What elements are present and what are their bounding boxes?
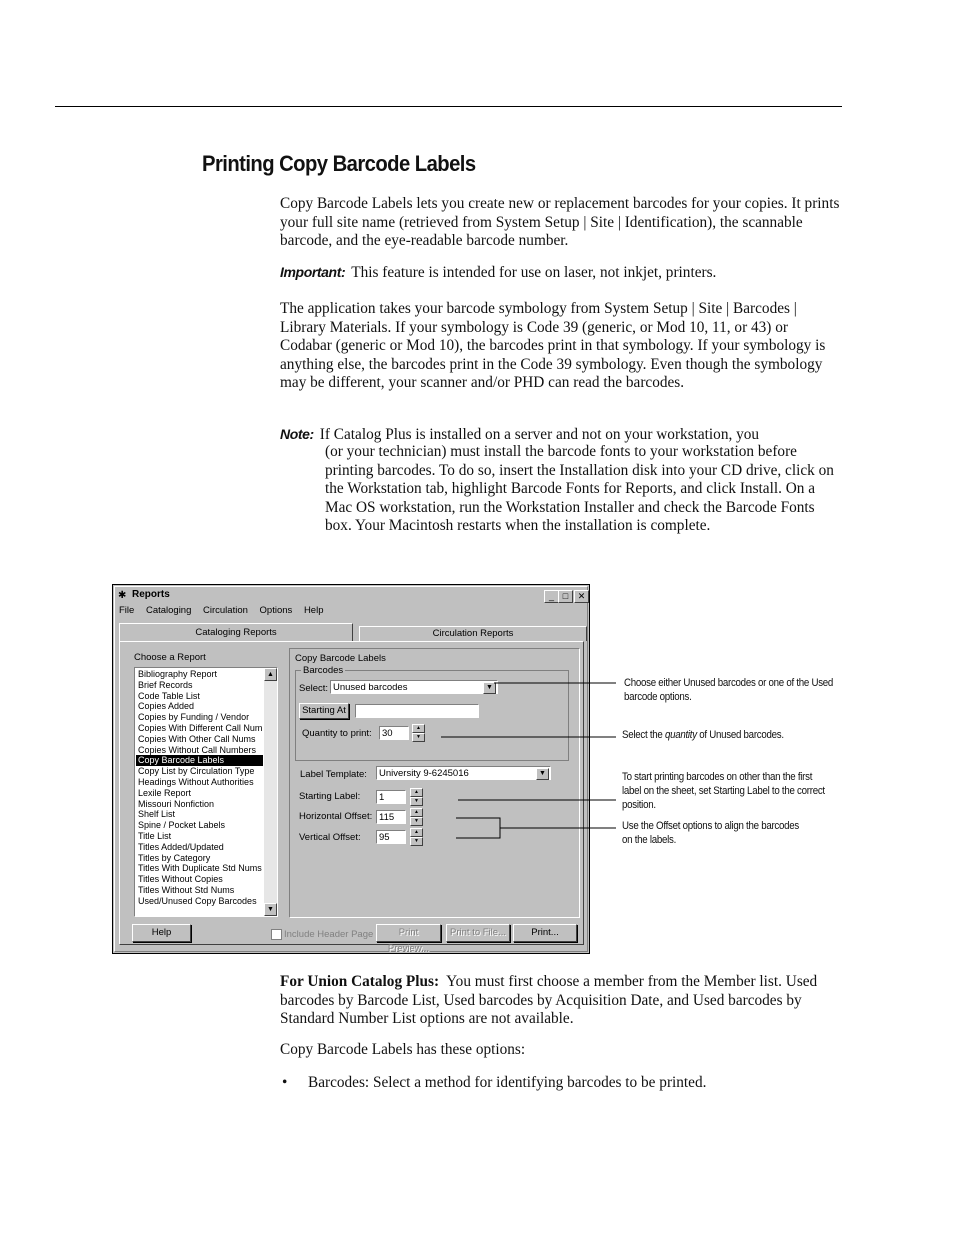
tab-cataloging-reports[interactable]: Cataloging Reports — [119, 623, 353, 641]
important-label: Important: — [280, 264, 346, 280]
offset-bracket — [456, 818, 500, 838]
list-item[interactable]: Copies Added — [138, 701, 195, 712]
label-template-value: University 9-6245016 — [379, 768, 469, 779]
list-item[interactable]: Copies With Different Call Num — [138, 722, 263, 733]
list-item[interactable]: Code Table List — [138, 690, 200, 701]
bullet-text: Barcodes: Select a method for identifying barcodes to be printed. — [308, 1074, 707, 1091]
list-item[interactable]: Headings Without Authorities — [138, 776, 254, 787]
menu-help[interactable]: Help — [303, 605, 324, 616]
print-button[interactable]: Print... — [513, 924, 577, 942]
app-icon: ✱ — [118, 590, 127, 601]
union-catalog-paragraph — [280, 973, 842, 1029]
note-body: (or your technician) must install the barcode fonts to your workstation before printing barcodes. To do so, insert the Installation disk into your CD drive, click on the Workstation tab, highlight Barcode Fonts for Reports, and click Install. On a Mac OS workstation, run the Workstation Installer and check the Barcode Fonts box. Your Macintosh restarts when the installation is complete. — [325, 443, 834, 535]
list-item[interactable]: Copies Without Call Numbers — [138, 744, 257, 755]
list-item[interactable]: Missouri Nonfiction — [138, 798, 215, 809]
select-callout: Choose either Unused barcodes or one of the Used barcode options. — [624, 677, 834, 703]
menu-options[interactable]: Options — [259, 605, 293, 616]
quantity-field[interactable]: 30 — [379, 726, 409, 740]
list-item[interactable]: Copies by Funding / Vendor — [138, 712, 250, 723]
note-first-line-text: If Catalog Plus is installed on a server and not on your workstation, you — [319, 426, 760, 443]
offset-callout: Use the Offset options to align the barcodes on the labels. — [622, 820, 800, 846]
tab-circulation-reports[interactable]: Circulation Reports — [359, 626, 587, 641]
intro-paragraph: Copy Barcode Labels lets you create new or replacement barcodes for your copies. It prints your full site name (retrieved from System Setup | Site | Identification), the scannable barcode, and the eye-readable barcode number. — [280, 195, 840, 250]
union-text: You must first choose a member from the Member list. Used barcodes by Barcode List, Used barcodes by Acquisition Date, and Used barcodes by Standard Number List options are not available. — [280, 973, 818, 1028]
scroll-up-icon[interactable]: ▲ — [264, 668, 277, 681]
spin-down-icon[interactable]: ▼ — [410, 837, 423, 846]
quantity-label: Quantity to print: — [302, 728, 372, 739]
quantity-callout-pre: Select the — [622, 729, 665, 741]
list-item[interactable]: Copies With Other Call Nums — [138, 733, 256, 744]
important-text: This feature is intended for use on laser, not inkjet, printers. — [351, 264, 717, 281]
spin-down-icon[interactable]: ▼ — [410, 797, 423, 806]
choose-report-label: Choose a Report — [134, 652, 206, 663]
list-item[interactable]: Spine / Pocket Labels — [138, 820, 226, 831]
list-item[interactable]: Bibliography Report — [138, 669, 218, 679]
menu-circulation[interactable]: Circulation — [203, 605, 248, 616]
quantity-callout-em: quantity — [664, 729, 697, 741]
chevron-down-icon[interactable]: ▼ — [483, 682, 496, 694]
maximize-button[interactable]: □ — [558, 590, 573, 603]
list-item[interactable]: Titles by Category — [138, 852, 211, 863]
list-item[interactable]: Lexile Report — [138, 787, 192, 798]
starting-callout: To start printing barcodes on other than the first label on the sheet, set Starting Label to the correct position. — [622, 771, 825, 811]
union-label: For Union Catalog Plus: — [280, 973, 440, 990]
horizontal-offset-field[interactable]: 115 — [376, 810, 406, 824]
starting-at-button[interactable]: Starting At — [299, 703, 349, 719]
starting-label-field[interactable]: 1 — [376, 790, 406, 804]
list-item-selected[interactable]: Copy Barcode Labels — [136, 755, 263, 766]
quantity-callout-post: of Unused barcodes. — [696, 729, 784, 741]
help-button[interactable]: Help — [132, 924, 191, 942]
bullet-icon: • — [282, 1074, 288, 1091]
list-item[interactable]: Titles Without Copies — [138, 874, 223, 885]
list-item[interactable]: Brief Records — [138, 679, 193, 690]
scroll-down-icon[interactable]: ▼ — [264, 903, 277, 916]
menu-cataloging[interactable]: Cataloging — [145, 605, 192, 616]
note-label: Note: — [280, 426, 314, 442]
window-title: Reports — [132, 589, 170, 600]
print-preview-button[interactable]: Print Preview... — [376, 924, 441, 942]
barcodes-group-label: Barcodes — [303, 665, 344, 676]
list-item[interactable]: Shelf List — [138, 809, 176, 820]
list-item[interactable]: Titles With Duplicate Std Nums — [138, 863, 262, 874]
options-intro: Copy Barcode Labels has these options: — [280, 1041, 526, 1058]
spin-down-icon[interactable]: ▼ — [412, 733, 425, 742]
vertical-offset-field[interactable]: 95 — [376, 830, 406, 844]
list-item[interactable]: Used/Unused Copy Barcodes — [138, 895, 257, 906]
horizontal-offset-label: Horizontal Offset: — [299, 811, 373, 822]
spin-up-icon[interactable]: ▲ — [410, 788, 423, 797]
minimize-button[interactable]: _ — [544, 590, 559, 603]
quantity-callout — [622, 728, 838, 742]
spin-down-icon[interactable]: ▼ — [410, 817, 423, 826]
menu-file[interactable]: File — [119, 605, 135, 616]
symbology-paragraph: The application takes your barcode symbology from System Setup | Site | Barcodes | Library Materials. If your symbology is Code 39 (generic, or Mod 10, 11, or 43) or Codabar (generic or Mod 10), the barcodes print in that symbology. If your symbology is anything else, the barcodes print in the Code 39 symbology. Even though the symbology may be different, your scanner and/or PHD can read the barcodes. — [280, 300, 826, 392]
list-item[interactable]: Title List — [138, 830, 172, 841]
spin-up-icon[interactable]: ▲ — [410, 808, 423, 817]
list-item[interactable]: Copy List by Circulation Type — [138, 766, 255, 777]
spin-up-icon[interactable]: ▲ — [412, 724, 425, 733]
label-template-label: Label Template: — [300, 769, 367, 780]
starting-label-label: Starting Label: — [299, 791, 361, 802]
close-button[interactable]: ✕ — [574, 590, 589, 603]
chevron-down-icon[interactable]: ▼ — [536, 768, 549, 780]
list-item[interactable]: Titles Added/Updated — [138, 841, 224, 852]
vertical-offset-label: Vertical Offset: — [299, 832, 361, 843]
select-label: Select: — [299, 683, 329, 694]
list-item[interactable]: Titles Without Std Nums — [138, 884, 235, 895]
barcode-select-value: Unused barcodes — [333, 682, 408, 693]
spin-up-icon[interactable]: ▲ — [410, 828, 423, 837]
panel-title: Copy Barcode Labels — [295, 653, 386, 664]
include-header-label: Include Header Page — [284, 929, 374, 940]
page-title: Printing Copy Barcode Labels — [202, 151, 476, 176]
print-to-file-button[interactable]: Print to File... — [446, 924, 510, 942]
